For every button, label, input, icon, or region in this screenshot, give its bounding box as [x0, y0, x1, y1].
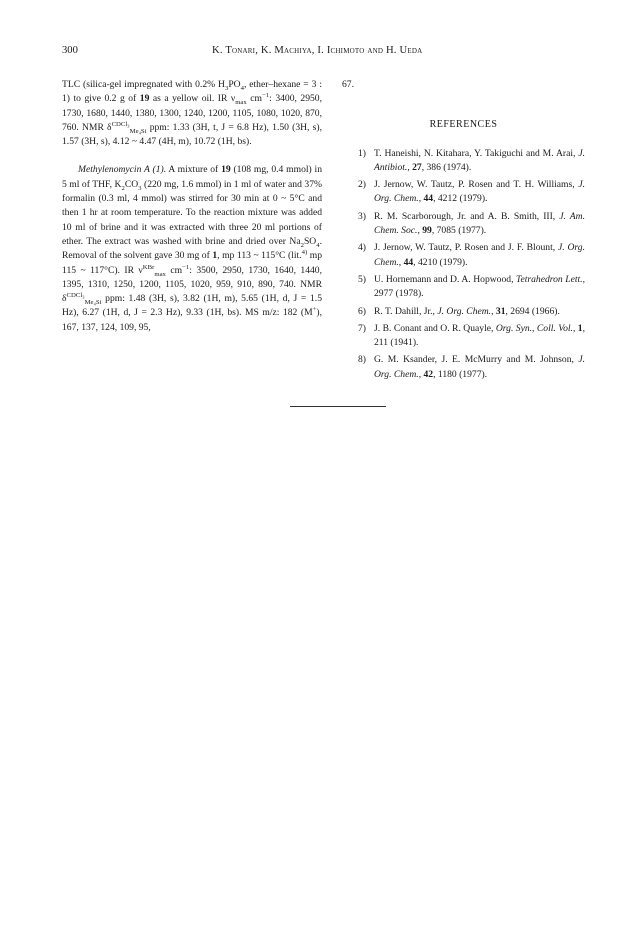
references-heading: REFERENCES — [429, 119, 498, 131]
right-column — [342, 78, 585, 385]
reference-item — [342, 178, 585, 207]
reference-item — [342, 305, 585, 319]
reference-text: J. B. Conant and O. R. Quayle, Org. Syn., Coll. Vol., 1, 211 (1941). — [374, 322, 585, 349]
reference-number: 7) — [358, 322, 366, 334]
reference-text: J. Jernow, W. Tautz, P. Rosen and T. H. Williams, J. Org. Chem., 44, 4212 (1979). — [374, 179, 585, 205]
references-list — [342, 147, 585, 382]
reference-item — [342, 147, 585, 176]
reference-text: U. Hornemann and D. A. Hopwood, Tetrahedron Lett., 2977 (1978). — [374, 273, 585, 300]
reference-number: 6) — [358, 305, 366, 317]
reference-number: 4) — [358, 242, 366, 254]
page-number: 300 — [62, 45, 78, 56]
reference-item — [342, 241, 585, 270]
reference-item — [342, 273, 585, 302]
section-title: Methylenomycin A (1). — [78, 164, 167, 176]
left-column — [62, 78, 322, 335]
reference-text: G. M. Ksander, J. E. McMurry and M. Johnson, J. Org. Chem., 42, 1180 (1977). — [374, 354, 585, 380]
reference-text: T. Haneishi, N. Kitahara, Y. Takiguchi and M. Arai, J. Antibiot., 27, 386 (1974). — [374, 147, 585, 173]
page-header — [62, 45, 584, 59]
reference-number: 1) — [358, 147, 366, 159]
reference-text: R. T. Dahill, Jr., J. Org. Chem., 31, 2694 (1966). — [374, 305, 560, 317]
reference-number: 3) — [358, 210, 366, 222]
compound-number: 19 — [139, 93, 150, 105]
reference-item — [342, 322, 585, 351]
reference-number: 2) — [358, 179, 366, 191]
experimental-paragraph-1: TLC (silica-gel impregnated with 0.2% $H_3PO_4$, ether–hexane = 3 : 1) to give 0.2 g of 19 as a yellow oil. IR $\nu_{max}$ $cm^{-1}$: 3400, 2950, 1730, 1680, 1440, 1380, 1300, 1240, 1200, 1105, 1080, 1020, 870, 760. NMR $\delta^{CDCl_3}_{Me_4Si}$ ppm: 1.33 (3H, t, J = 6.8 Hz), 1.50 (3H, s), 1.57 (3H, s), 4.12 ~ 4.47 (4H, m), 10.72 (1H, bs). — [62, 79, 322, 148]
reference-text: J. Jernow, W. Tautz, P. Rosen and J. F. Blount, J. Org. Chem., 44, 4210 (1979). — [374, 242, 586, 268]
reference-item — [342, 210, 585, 239]
continued-text: 67. — [342, 79, 354, 90]
experimental-paragraph-2: Methylenomycin A (1). A mixture of 19 (108 mg, 0.4 mmol) in 5 ml of THF, $K_2CO_3$ (220 mg, 1.6 mmol) in 1 ml of water and 37% formalin (0.3 ml, 4 mmol) was stirred for 30 min at 0 ~ 5°C and then 1 hr at room temperature. To the reaction mixture was added 10 ml of brine and it was extracted with three 20 ml portions of ether. The extract was washed with brine and dried over $Na_2SO_4$. Removal of the solvent gave 30 mg of 1, mp 113 ~ 115°C (lit.$^{4)}$ mp 115 ~ 117°C). IR $\nu^{KBr}_{max}$ $cm^{-1}$: 3500, 2950, 1730, 1640, 1440, 1395, 1310, 1250, 1200, 1105, 1020, 959, 910, 890, 740. NMR $\delta^{CDCl_3}_{Me_4Si}$ ppm: 1.48 (3H, s), 3.82 (1H, m), 5.65 (1H, d, J = 1.5 Hz), 6.27 (1H, d, J = 2.3 Hz), 9.33 (1H, bs). MS m/z: 182 (M+), 167, 137, 124, 109, 95, — [62, 164, 323, 333]
reference-text: R. M. Scarborough, Jr. and A. B. Smith, III, J. Am. Chem. Soc., 99, 7085 (1977). — [374, 210, 585, 237]
reference-number: 8) — [358, 354, 366, 366]
running-head: K. Tonari, K. Machiya, I. Ichimoto and H. Ueda — [212, 45, 423, 56]
reference-number: 5) — [358, 273, 366, 285]
end-rule — [290, 406, 386, 407]
reference-item — [342, 353, 585, 382]
